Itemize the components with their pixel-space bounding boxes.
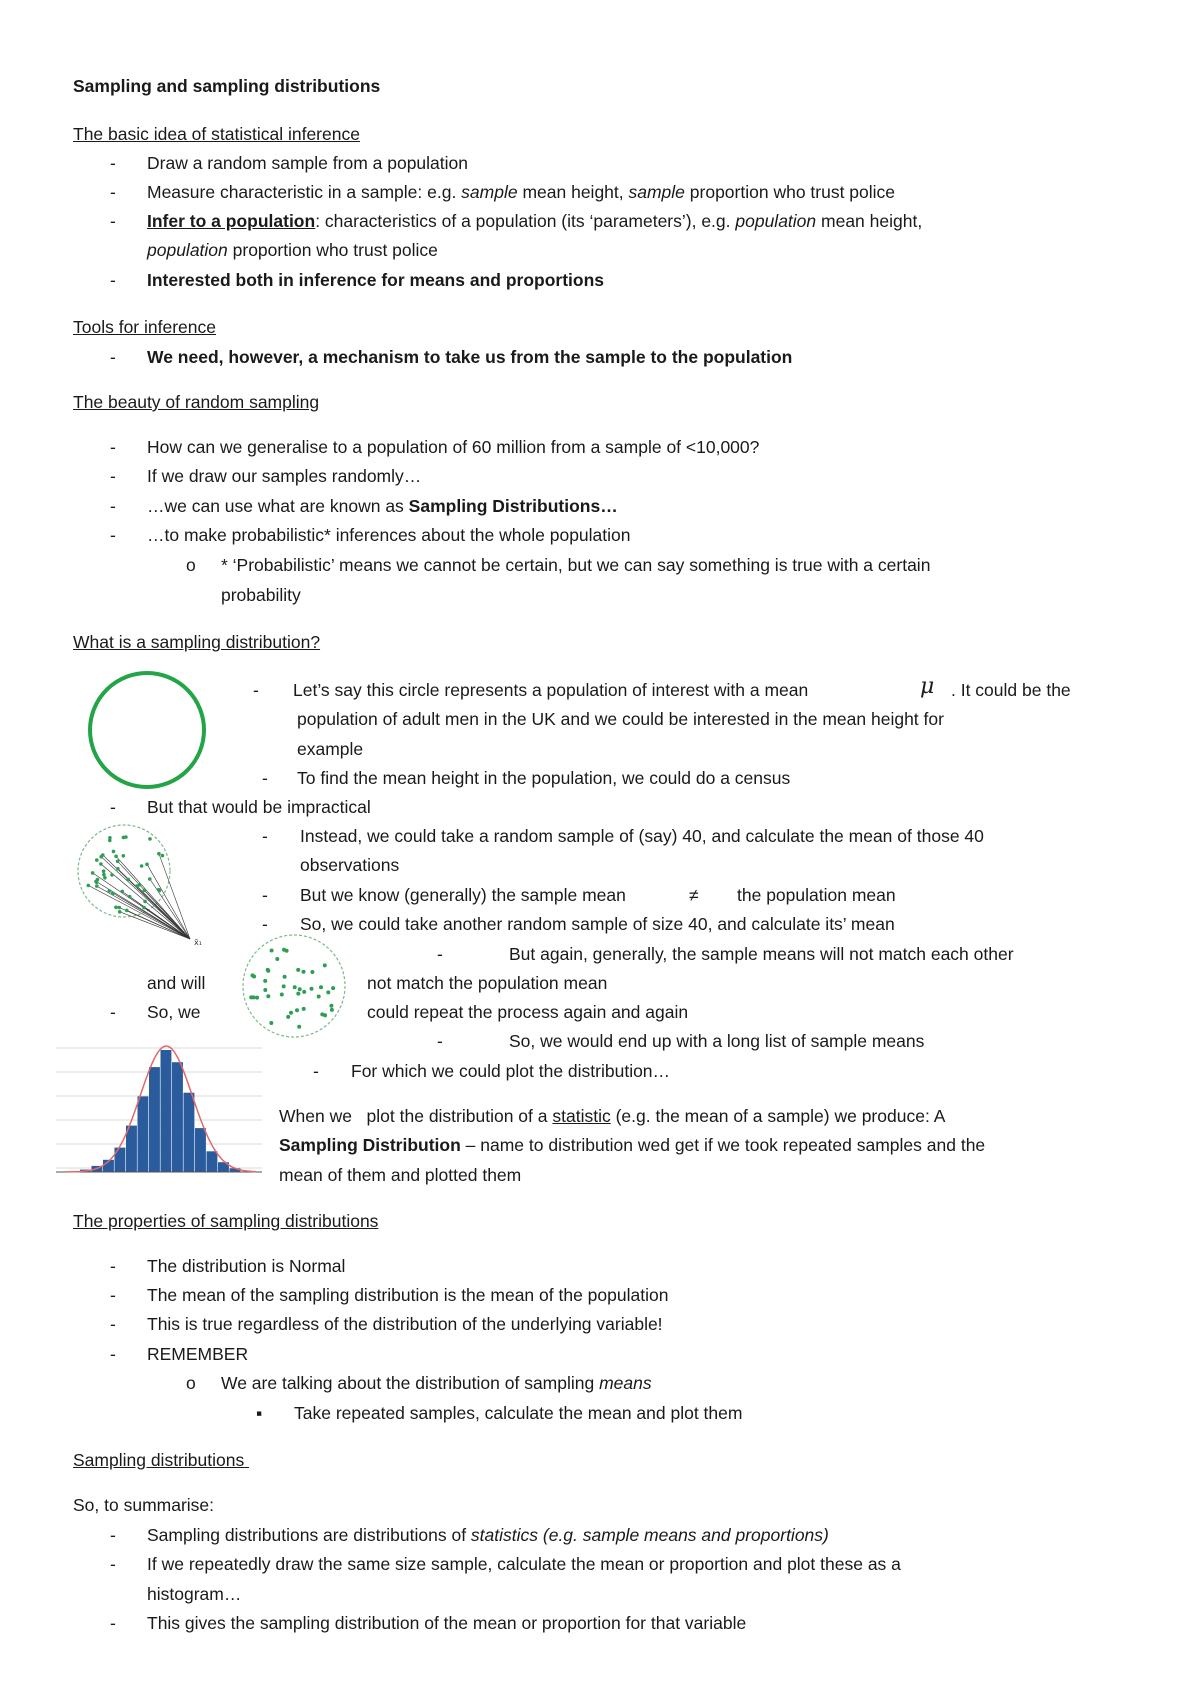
sample-dot: [111, 892, 115, 896]
sample-dot: [95, 858, 99, 862]
sample-dot: [296, 992, 300, 996]
list-item: REMEMBER: [147, 1344, 249, 1364]
bullet-dash: -: [110, 1314, 116, 1334]
list-item: Sampling distributions are distributions of statistics (e.g. sample means and proportions): [147, 1525, 829, 1545]
bullet-dash: -: [437, 1031, 443, 1051]
sample-line: [116, 856, 190, 939]
sample-dot: [135, 884, 139, 888]
list-item: This is true regardless of the distribution of the underlying variable!: [147, 1314, 663, 1334]
bullet-dash: -: [313, 1061, 319, 1081]
sample-dot: [295, 1008, 299, 1012]
list-item: But we know (generally) the sample mean: [300, 885, 626, 905]
bullet-dash: -: [110, 437, 116, 457]
sample-dot: [122, 836, 126, 840]
sample-dot: [126, 878, 130, 882]
bullet-dash: -: [110, 211, 116, 231]
list-item: For which we could plot the distribution…: [351, 1061, 671, 1081]
list-item: Interested both in inference for means and proportions: [147, 270, 604, 290]
sample-dot: [275, 957, 279, 961]
sample-dot: [331, 986, 335, 990]
bullet-dash: -: [110, 1344, 116, 1364]
sample-dot: [145, 863, 149, 867]
list-item: Instead, we could take a random sample of (say) 40, and calculate the mean of those 40: [300, 826, 984, 846]
sample-dot: [266, 968, 270, 972]
sample-dot: [112, 850, 116, 854]
histogram-bar: [126, 1126, 137, 1172]
sample-dot: [114, 855, 118, 859]
sample-dot: [282, 984, 286, 988]
list-item: …we can use what are known as Sampling Distributions…: [147, 496, 618, 516]
sample-line: [130, 897, 190, 939]
paragraph-line: mean of them and plotted them: [279, 1165, 522, 1185]
sample-line: [144, 890, 190, 939]
sample-dot: [298, 987, 302, 991]
list-item-continuation: and will: [147, 973, 206, 993]
sample-dot: [286, 1015, 290, 1019]
heading-random-sampling: The beauty of random sampling: [73, 392, 320, 412]
list-item: …to make probabilistic* inferences about the whole population: [147, 525, 631, 545]
sub-list-item-continuation: probability: [221, 585, 301, 605]
page-title: Sampling and sampling distributions: [73, 76, 381, 96]
sampling-distribution-histogram: [56, 1040, 262, 1180]
sample-dot: [158, 889, 162, 893]
sample-dot: [91, 871, 95, 875]
heading-statistical-inference: The basic idea of statistical inference: [73, 124, 360, 144]
list-item: So, we: [147, 1002, 201, 1022]
list-item: To find the mean height in the population, we could do a census: [297, 768, 791, 788]
sample-dot: [289, 1011, 293, 1015]
sample-dot: [280, 993, 284, 997]
sample-dot: [263, 979, 267, 983]
sample-dot: [323, 1013, 327, 1017]
bullet-dash: -: [110, 182, 116, 202]
bullet-dash: -: [110, 153, 116, 173]
list-item: How can we generalise to a population of 60 million from a sample of <10,000?: [147, 437, 760, 457]
sample-dot: [263, 988, 267, 992]
paragraph-line: When we plot the distribution of a statistic (e.g. the mean of a sample) we produce: A: [279, 1106, 946, 1126]
mu-symbol: μ: [920, 674, 935, 699]
bullet-dash: -: [110, 525, 116, 545]
sample-dot: [310, 987, 314, 991]
bullet-dash: -: [110, 270, 116, 290]
bullet-dash: -: [110, 797, 116, 817]
bullet-dash: -: [110, 1002, 116, 1022]
sample-dot: [317, 995, 321, 999]
list-item: Measure characteristic in a sample: e.g. sample mean height, sample proportion who trust police: [147, 182, 896, 202]
sample-dot: [319, 985, 323, 989]
sample-line: [101, 857, 190, 939]
sample-dot: [330, 1008, 334, 1012]
sample-dot: [285, 949, 289, 953]
list-item: So, we would end up with a long list of sample means: [509, 1031, 925, 1051]
sample-dot: [148, 877, 152, 881]
sample-dot: [283, 975, 287, 979]
sample-dot: [125, 909, 129, 913]
list-item-continuation: the population mean: [737, 885, 896, 905]
histogram-bar: [149, 1067, 160, 1172]
list-item-continuation: histogram…: [147, 1584, 242, 1604]
sample-dot: [96, 878, 100, 882]
sample-dot: [251, 973, 255, 977]
bullet-dash: -: [110, 1613, 116, 1633]
sample-dot: [302, 970, 306, 974]
bullet-dash: -: [110, 466, 116, 486]
bullet-dash: -: [110, 496, 116, 516]
list-item: If we draw our samples randomly…: [147, 466, 422, 486]
list-item-continuation: . It could be the: [951, 680, 1071, 700]
sample-dot: [114, 906, 118, 910]
heading-what-is-sampling-distribution: What is a sampling distribution?: [73, 632, 321, 652]
sample-dot: [266, 994, 270, 998]
sample-dot: [161, 854, 165, 858]
summary-intro: So, to summarise:: [73, 1495, 215, 1515]
sample-dot: [95, 884, 99, 888]
sample-dot: [110, 873, 114, 877]
sample-dot: [108, 836, 112, 840]
list-item-continuation: example: [297, 739, 364, 759]
sample-dot: [296, 968, 300, 972]
sample-dot: [99, 862, 103, 866]
sample-dot: [118, 910, 122, 914]
sub-list-item: * ‘Probabilistic’ means we cannot be certain, but we can say something is true with a certain: [221, 555, 931, 575]
heading-sampling-distributions: Sampling distributions: [73, 1450, 250, 1470]
sample-dot: [157, 852, 161, 856]
list-item: We need, however, a mechanism to take us from the sample to the population: [147, 347, 793, 367]
bullet-dash: -: [253, 680, 259, 700]
sample-dot: [297, 1025, 301, 1029]
sample-dot: [255, 996, 259, 1000]
sample-dot: [310, 970, 314, 974]
sample-mean-label: x̄₁: [194, 938, 202, 947]
population-circle-figure: [85, 668, 210, 793]
list-item: So, we could take another random sample of size 40, and calculate its’ mean: [300, 914, 895, 934]
paragraph-line: Sampling Distribution – name to distribution wed get if we took repeated samples and the: [279, 1135, 986, 1155]
bullet-dash: -: [262, 914, 268, 934]
sample-dot: [120, 890, 124, 894]
list-item: But again, generally, the sample means will not match each other: [509, 944, 1014, 964]
list-item: Draw a random sample from a population: [147, 153, 468, 173]
sample-dot: [148, 837, 152, 841]
list-item-continuation: population of adult men in the UK and we could be interested in the mean height for: [297, 709, 944, 729]
sample-dot: [143, 889, 147, 893]
sample-dot: [102, 873, 106, 877]
sample-dot: [118, 906, 122, 910]
sample-dot: [143, 900, 147, 904]
second-sample-figure: [238, 933, 350, 1039]
sub-list-item: We are talking about the distribution of sampling means: [221, 1373, 652, 1393]
bullet-dash: -: [262, 885, 268, 905]
sample-dot: [102, 869, 106, 873]
sample-dot: [140, 864, 144, 868]
bullet-dash: -: [110, 1285, 116, 1305]
list-item-continuation: observations: [300, 855, 400, 875]
list-item-continuation: not match the population mean: [367, 973, 608, 993]
bullet-dash: -: [110, 1554, 116, 1574]
list-item: Infer to a population: characteristics of a population (its ‘parameters’), e.g. population mean height,: [147, 211, 923, 231]
histogram-bar: [138, 1096, 149, 1172]
not-equal-symbol: ≠: [689, 885, 699, 905]
bullet-circle: o: [186, 555, 196, 575]
sample-dot: [329, 1004, 333, 1008]
histogram-bar: [207, 1151, 218, 1172]
sample-dot: [107, 889, 111, 893]
sample-dot: [293, 985, 297, 989]
sample-dot: [116, 860, 120, 864]
sample-dot: [270, 949, 274, 953]
sample-dot: [122, 854, 126, 858]
sample-dot: [128, 895, 132, 899]
sample-dot: [302, 990, 306, 994]
sample-line: [120, 912, 190, 939]
bullet-dash: -: [110, 1256, 116, 1276]
sample-dot: [87, 884, 91, 888]
histogram-bar: [161, 1050, 172, 1172]
list-item: The distribution is Normal: [147, 1256, 346, 1276]
list-item-continuation: population proportion who trust police: [147, 240, 438, 260]
bullet-dash: -: [262, 768, 268, 788]
sampling-lines-figure: [72, 823, 222, 948]
sample-dot: [142, 906, 146, 910]
bullet-dash: -: [262, 826, 268, 846]
list-item: Let’s say this circle represents a population of interest with a mean: [293, 680, 809, 700]
sample-line: [109, 891, 190, 939]
sample-dot: [103, 876, 107, 880]
list-item-continuation: could repeat the process again and again: [367, 1002, 689, 1022]
histogram-bar: [184, 1093, 195, 1172]
list-item: But that would be impractical: [147, 797, 371, 817]
histogram-bar: [195, 1128, 206, 1172]
sample-dot: [269, 1021, 273, 1025]
bullet-circle: o: [186, 1373, 196, 1393]
sample-dot: [116, 867, 120, 871]
sample-dot: [249, 995, 253, 999]
sample-dot: [323, 963, 327, 967]
list-item: If we repeatedly draw the same size sample, calculate the mean or proportion and plot these as a: [147, 1554, 901, 1574]
bullet-dash: -: [110, 1525, 116, 1545]
list-item: This gives the sampling distribution of the mean or proportion for that variable: [147, 1613, 747, 1633]
sample-dot: [101, 853, 105, 857]
bullet-dash: -: [110, 347, 116, 367]
sample-dot: [326, 990, 330, 994]
sub-sub-list-item: Take repeated samples, calculate the mean and plot them: [294, 1403, 743, 1423]
heading-tools-for-inference: Tools for inference: [73, 317, 216, 337]
bullet-dash: -: [437, 944, 443, 964]
sample-dot: [302, 1007, 306, 1011]
heading-properties: The properties of sampling distributions: [73, 1211, 379, 1231]
list-item: The mean of the sampling distribution is the mean of the population: [147, 1285, 669, 1305]
histogram-bar: [172, 1062, 183, 1172]
bullet-square: ▪: [256, 1403, 263, 1423]
